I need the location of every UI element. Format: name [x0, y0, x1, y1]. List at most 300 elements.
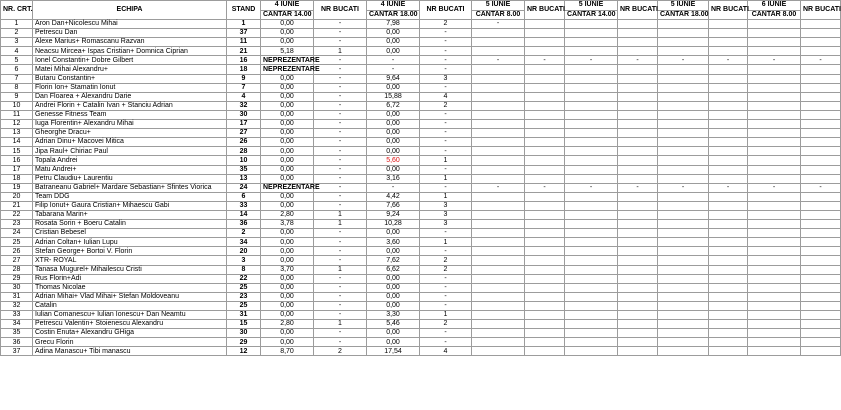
row-number: 4 — [1, 47, 33, 56]
later-session-cell — [565, 147, 618, 156]
row-number: 8 — [1, 83, 33, 92]
later-session-cell: - — [525, 56, 565, 65]
table-row — [1, 138, 841, 147]
header-5iunie-800-date: 5 IUNIE — [472, 1, 525, 11]
later-session-cell — [472, 256, 525, 265]
row-number: 5 — [1, 56, 33, 65]
later-session-cell — [472, 101, 525, 110]
later-session-cell — [565, 311, 618, 320]
later-session-cell — [709, 38, 748, 47]
later-session-cell — [658, 192, 709, 201]
weight-4iunie-1400: 0,00 — [261, 301, 314, 310]
stand-number: 24 — [227, 183, 261, 192]
later-session-cell: - — [472, 20, 525, 29]
count-4iunie-1400: - — [314, 101, 367, 110]
stand-number: 14 — [227, 210, 261, 219]
later-session-cell — [565, 201, 618, 210]
later-session-cell — [525, 220, 565, 229]
later-session-cell — [709, 265, 748, 274]
later-session-cell — [658, 20, 709, 29]
count-4iunie-1800: 2 — [420, 265, 472, 274]
later-session-cell — [618, 265, 658, 274]
count-4iunie-1800: 2 — [420, 320, 472, 329]
table-row — [1, 20, 841, 29]
later-session-cell — [472, 147, 525, 156]
later-session-cell — [472, 65, 525, 74]
later-session-cell — [709, 47, 748, 56]
later-session-cell — [748, 311, 801, 320]
team-name: Petru Claudiu+ Laurentiu — [33, 174, 227, 183]
stand-number: 21 — [227, 47, 261, 56]
later-session-cell — [748, 210, 801, 219]
table-row — [1, 83, 841, 92]
table-row — [1, 147, 841, 156]
later-session-cell — [748, 129, 801, 138]
later-session-cell — [709, 283, 748, 292]
later-session-cell — [565, 174, 618, 183]
later-session-cell — [658, 165, 709, 174]
weight-4iunie-1800: 0,00 — [367, 292, 420, 301]
team-name: Iulian Comanescu+ Iulian Ionescu+ Dan Neamtu — [33, 311, 227, 320]
later-session-cell — [658, 83, 709, 92]
row-number: 6 — [1, 65, 33, 74]
team-name: Florin Ion+ Stamatin Ionut — [33, 83, 227, 92]
weight-4iunie-1400: 0,00 — [261, 338, 314, 347]
header-6iunie-800-date: 6 IUNIE — [748, 1, 801, 11]
weight-4iunie-1400: 0,00 — [261, 283, 314, 292]
later-session-cell — [709, 301, 748, 310]
later-session-cell — [658, 247, 709, 256]
weight-4iunie-1800: - — [367, 65, 420, 74]
count-4iunie-1400: 1 — [314, 265, 367, 274]
later-session-cell — [525, 47, 565, 56]
team-name: Cristian Bebesel — [33, 229, 227, 238]
row-number: 23 — [1, 220, 33, 229]
weight-4iunie-1800: - — [367, 183, 420, 192]
later-session-cell — [472, 138, 525, 147]
weight-4iunie-1400: 0,00 — [261, 238, 314, 247]
team-name: Costin Enuta+ Alexandru GHiga — [33, 329, 227, 338]
row-number: 7 — [1, 74, 33, 83]
later-session-cell: - — [618, 56, 658, 65]
weight-4iunie-1800: 0,00 — [367, 274, 420, 283]
later-session-cell — [801, 265, 841, 274]
row-number: 11 — [1, 110, 33, 119]
row-number: 28 — [1, 265, 33, 274]
later-session-cell — [709, 256, 748, 265]
count-4iunie-1800: - — [420, 129, 472, 138]
team-name: Butaru Constantin+ — [33, 74, 227, 83]
later-session-cell — [709, 311, 748, 320]
count-4iunie-1800: - — [420, 229, 472, 238]
table-row — [1, 174, 841, 183]
later-session-cell — [658, 110, 709, 119]
count-4iunie-1800: - — [420, 65, 472, 74]
stand-number: 34 — [227, 238, 261, 247]
later-session-cell — [658, 320, 709, 329]
count-4iunie-1800: 4 — [420, 92, 472, 101]
weight-4iunie-1800: 0,00 — [367, 110, 420, 119]
team-name: Matei Mihai Alexandru+ — [33, 65, 227, 74]
later-session-cell — [472, 311, 525, 320]
later-session-cell — [709, 92, 748, 101]
later-session-cell — [658, 101, 709, 110]
weight-4iunie-1400: 2,80 — [261, 210, 314, 219]
row-number: 16 — [1, 156, 33, 165]
later-session-cell — [565, 83, 618, 92]
later-session-cell — [472, 229, 525, 238]
later-session-cell — [658, 174, 709, 183]
row-number: 22 — [1, 210, 33, 219]
header-nr: NR. CRT. — [1, 1, 33, 20]
later-session-cell: - — [658, 56, 709, 65]
later-session-cell — [618, 229, 658, 238]
stand-number: 8 — [227, 265, 261, 274]
row-number: 32 — [1, 301, 33, 310]
later-session-cell — [801, 329, 841, 338]
later-session-cell — [618, 156, 658, 165]
later-session-cell — [748, 274, 801, 283]
later-session-cell — [472, 92, 525, 101]
later-session-cell — [472, 274, 525, 283]
later-session-cell — [801, 174, 841, 183]
team-name: Andrei Florin + Catalin Ivan + Stanciu Adrian — [33, 101, 227, 110]
later-session-cell — [565, 120, 618, 129]
table-row — [1, 92, 841, 101]
team-name: Batraneanu Gabriel+ Mardare Sebastian+ Sfintes Viorica — [33, 183, 227, 192]
later-session-cell — [565, 29, 618, 38]
later-session-cell — [748, 320, 801, 329]
later-session-cell — [801, 101, 841, 110]
header-4iunie-1800-time: CANTAR 18.00 — [367, 10, 420, 20]
later-session-cell — [525, 265, 565, 274]
later-session-cell — [565, 329, 618, 338]
count-4iunie-1800: - — [420, 183, 472, 192]
count-4iunie-1400: - — [314, 83, 367, 92]
later-session-cell — [472, 210, 525, 219]
later-session-cell — [801, 120, 841, 129]
row-number: 24 — [1, 229, 33, 238]
team-name: Filip Ionut+ Gaura Cristian+ Mihaescu Gabi — [33, 201, 227, 210]
later-session-cell — [709, 129, 748, 138]
table-row — [1, 165, 841, 174]
stand-number: 23 — [227, 292, 261, 301]
weight-4iunie-1400: 0,00 — [261, 74, 314, 83]
later-session-cell — [618, 220, 658, 229]
weight-4iunie-1400: 2,80 — [261, 320, 314, 329]
later-session-cell: - — [472, 183, 525, 192]
later-session-cell — [748, 65, 801, 74]
later-session-cell — [472, 83, 525, 92]
later-session-cell — [801, 311, 841, 320]
later-session-cell — [525, 247, 565, 256]
stand-number: 13 — [227, 174, 261, 183]
row-number: 34 — [1, 320, 33, 329]
count-4iunie-1800: - — [420, 38, 472, 47]
table-row — [1, 347, 841, 356]
count-4iunie-1800: 2 — [420, 256, 472, 265]
later-session-cell — [618, 329, 658, 338]
later-session-cell — [618, 274, 658, 283]
later-session-cell — [748, 201, 801, 210]
later-session-cell — [709, 174, 748, 183]
later-session-cell — [709, 347, 748, 356]
weight-4iunie-1800: 6,62 — [367, 265, 420, 274]
table-row — [1, 283, 841, 292]
later-session-cell — [801, 192, 841, 201]
stand-number: 16 — [227, 56, 261, 65]
weight-4iunie-1800: 5,60 — [367, 156, 420, 165]
count-4iunie-1400: - — [314, 65, 367, 74]
later-session-cell — [801, 65, 841, 74]
later-session-cell — [658, 138, 709, 147]
later-session-cell — [748, 256, 801, 265]
table-row — [1, 120, 841, 129]
count-4iunie-1400: 1 — [314, 210, 367, 219]
later-session-cell — [801, 238, 841, 247]
later-session-cell — [472, 283, 525, 292]
weight-4iunie-1800: 0,00 — [367, 147, 420, 156]
later-session-cell — [658, 347, 709, 356]
later-session-cell — [801, 47, 841, 56]
later-session-cell — [801, 147, 841, 156]
later-session-cell — [472, 338, 525, 347]
stand-number: 30 — [227, 329, 261, 338]
count-4iunie-1400: - — [314, 120, 367, 129]
later-session-cell — [618, 147, 658, 156]
weight-4iunie-1400: 0,00 — [261, 120, 314, 129]
weight-4iunie-1800: 10,28 — [367, 220, 420, 229]
weight-4iunie-1400: 0,00 — [261, 192, 314, 201]
later-session-cell — [472, 29, 525, 38]
count-4iunie-1400: - — [314, 274, 367, 283]
row-number: 3 — [1, 38, 33, 47]
table-row — [1, 65, 841, 74]
stand-number: 37 — [227, 29, 261, 38]
later-session-cell — [525, 83, 565, 92]
count-4iunie-1800: - — [420, 274, 472, 283]
table-row — [1, 247, 841, 256]
later-session-cell — [618, 347, 658, 356]
header-5iunie-1800-time: CANTAR 18.00 — [658, 10, 709, 20]
row-number: 37 — [1, 347, 33, 356]
later-session-cell — [658, 38, 709, 47]
weight-4iunie-1400: 0,00 — [261, 38, 314, 47]
later-session-cell — [801, 83, 841, 92]
later-session-cell — [748, 38, 801, 47]
stand-number: 6 — [227, 192, 261, 201]
header-4iunie-1800-date: 4 IUNIE — [367, 1, 420, 11]
later-session-cell — [525, 301, 565, 310]
later-session-cell — [565, 47, 618, 56]
count-4iunie-1800: - — [420, 283, 472, 292]
later-session-cell — [658, 147, 709, 156]
count-4iunie-1800: 4 — [420, 347, 472, 356]
stand-number: 35 — [227, 165, 261, 174]
table-row — [1, 311, 841, 320]
table-row — [1, 320, 841, 329]
count-4iunie-1400: 2 — [314, 347, 367, 356]
team-name: Dan Floarea + Alexandru Darie — [33, 92, 227, 101]
stand-number: 25 — [227, 301, 261, 310]
table-row — [1, 47, 841, 56]
later-session-cell — [748, 110, 801, 119]
later-session-cell — [525, 347, 565, 356]
later-session-cell — [565, 156, 618, 165]
later-session-cell — [748, 138, 801, 147]
later-session-cell — [565, 92, 618, 101]
count-4iunie-1400: - — [314, 311, 367, 320]
row-number: 35 — [1, 329, 33, 338]
weight-4iunie-1800: 3,16 — [367, 174, 420, 183]
table-row — [1, 201, 841, 210]
later-session-cell — [658, 92, 709, 101]
stand-number: 11 — [227, 38, 261, 47]
later-session-cell — [801, 129, 841, 138]
later-session-cell — [658, 120, 709, 129]
later-session-cell — [565, 101, 618, 110]
weight-4iunie-1400: 0,00 — [261, 110, 314, 119]
later-session-cell — [618, 83, 658, 92]
team-name: Matu Andrei+ — [33, 165, 227, 174]
later-session-cell — [525, 120, 565, 129]
later-session-cell — [618, 201, 658, 210]
later-session-cell — [658, 129, 709, 138]
later-session-cell — [748, 174, 801, 183]
count-4iunie-1400: - — [314, 238, 367, 247]
later-session-cell — [525, 292, 565, 301]
later-session-cell — [801, 74, 841, 83]
stand-number: 12 — [227, 347, 261, 356]
later-session-cell — [618, 92, 658, 101]
weight-4iunie-1400: 0,00 — [261, 274, 314, 283]
later-session-cell — [565, 65, 618, 74]
header-5iunie-1800-date: 5 IUNIE — [658, 1, 709, 11]
team-name: Stefan George+ Bortoi V. Florin — [33, 247, 227, 256]
later-session-cell — [801, 20, 841, 29]
table-row — [1, 38, 841, 47]
team-name: Adrian Coltan+ Iulian Lupu — [33, 238, 227, 247]
row-number: 19 — [1, 183, 33, 192]
later-session-cell — [748, 220, 801, 229]
later-session-cell — [565, 274, 618, 283]
later-session-cell — [801, 220, 841, 229]
later-session-cell — [748, 147, 801, 156]
later-session-cell — [525, 210, 565, 219]
stand-number: 25 — [227, 283, 261, 292]
weight-4iunie-1400: 3,78 — [261, 220, 314, 229]
later-session-cell — [618, 311, 658, 320]
count-4iunie-1400: 1 — [314, 47, 367, 56]
later-session-cell — [709, 210, 748, 219]
row-number: 36 — [1, 338, 33, 347]
later-session-cell: - — [618, 183, 658, 192]
later-session-cell — [565, 256, 618, 265]
later-session-cell — [618, 174, 658, 183]
later-session-cell — [618, 129, 658, 138]
count-4iunie-1400: - — [314, 338, 367, 347]
table-row — [1, 301, 841, 310]
later-session-cell — [658, 301, 709, 310]
later-session-cell: - — [658, 183, 709, 192]
later-session-cell — [748, 229, 801, 238]
team-name: Petrescu Dan — [33, 29, 227, 38]
weight-4iunie-1400: 0,00 — [261, 138, 314, 147]
later-session-cell — [748, 92, 801, 101]
later-session-cell — [801, 283, 841, 292]
weight-4iunie-1400: NEPREZENTARE — [261, 65, 314, 74]
later-session-cell — [565, 347, 618, 356]
count-4iunie-1400: - — [314, 247, 367, 256]
later-session-cell — [525, 38, 565, 47]
row-number: 33 — [1, 311, 33, 320]
later-session-cell — [525, 29, 565, 38]
weight-4iunie-1800: 9,24 — [367, 210, 420, 219]
later-session-cell — [658, 29, 709, 38]
later-session-cell — [658, 338, 709, 347]
later-session-cell — [658, 311, 709, 320]
later-session-cell — [801, 110, 841, 119]
weight-4iunie-1400: 0,00 — [261, 92, 314, 101]
stand-number: 17 — [227, 120, 261, 129]
later-session-cell — [525, 65, 565, 74]
later-session-cell — [709, 247, 748, 256]
later-session-cell — [618, 292, 658, 301]
count-4iunie-1800: - — [420, 47, 472, 56]
later-session-cell — [525, 238, 565, 247]
weight-4iunie-1800: 5,46 — [367, 320, 420, 329]
stand-number: 4 — [227, 92, 261, 101]
table-row — [1, 192, 841, 201]
weight-4iunie-1400: 0,00 — [261, 247, 314, 256]
later-session-cell — [658, 265, 709, 274]
weight-4iunie-1400: 3,70 — [261, 265, 314, 274]
later-session-cell: - — [525, 183, 565, 192]
later-session-cell — [565, 129, 618, 138]
count-4iunie-1800: 2 — [420, 20, 472, 29]
later-session-cell — [709, 20, 748, 29]
table-row — [1, 256, 841, 265]
table-row — [1, 229, 841, 238]
weight-4iunie-1800: 3,60 — [367, 238, 420, 247]
table-row — [1, 210, 841, 219]
weight-4iunie-1800: 0,00 — [367, 38, 420, 47]
stand-number: 18 — [227, 65, 261, 74]
later-session-cell — [801, 338, 841, 347]
later-session-cell — [472, 110, 525, 119]
later-session-cell — [525, 20, 565, 29]
later-session-cell: - — [565, 183, 618, 192]
weight-4iunie-1800: - — [367, 56, 420, 65]
later-session-cell — [618, 20, 658, 29]
later-session-cell — [801, 92, 841, 101]
later-session-cell — [565, 210, 618, 219]
table-row — [1, 274, 841, 283]
later-session-cell — [618, 65, 658, 74]
count-4iunie-1400: 1 — [314, 320, 367, 329]
row-number: 15 — [1, 147, 33, 156]
later-session-cell — [748, 265, 801, 274]
row-number: 27 — [1, 256, 33, 265]
count-4iunie-1800: - — [420, 165, 472, 174]
later-session-cell — [472, 120, 525, 129]
later-session-cell — [801, 210, 841, 219]
later-session-cell — [748, 292, 801, 301]
later-session-cell — [525, 147, 565, 156]
later-session-cell — [801, 320, 841, 329]
count-4iunie-1400: - — [314, 20, 367, 29]
count-4iunie-1800: - — [420, 329, 472, 338]
